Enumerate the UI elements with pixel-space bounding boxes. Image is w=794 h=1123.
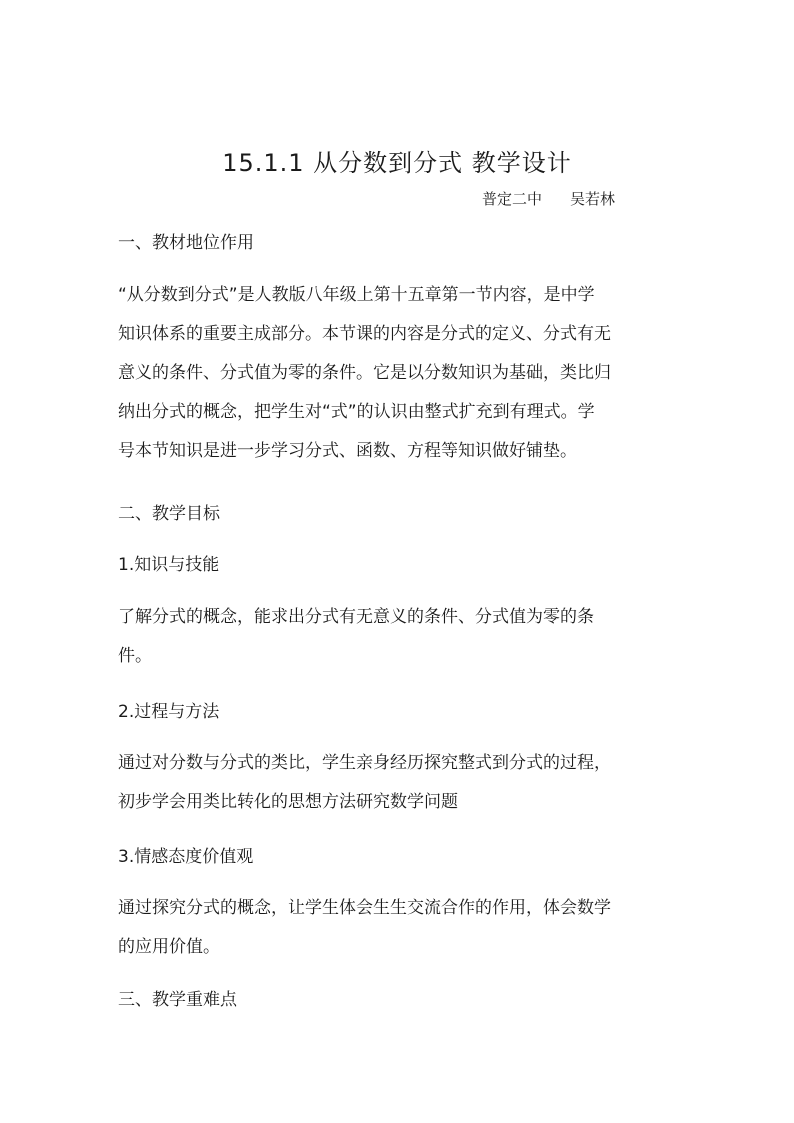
author-line [482,188,615,210]
paragraph-line: 的应用价值。 [118,937,220,957]
paragraph-line: 知识体系的重要主成部分。本节课的内容是分式的定义、分式有无 [118,324,611,344]
paragraph-line: 意义的条件、分式值为零的条件。它是以分数知识为基础，类比归 [118,363,611,383]
page-title: 15.1.1 从分数到分式 教学设计 [222,149,572,177]
subsection-heading-2-3: 3.情感态度价值观 [118,847,254,867]
paragraph-line: 件。 [118,646,152,666]
paragraph-line: 初步学会用类比转化的思想方法研究数学问题 [118,792,458,812]
subsection-heading-2-1: 1.知识与技能 [118,555,220,575]
paragraph-line: 通过探究分式的概念，让学生体会生生交流合作的作用，体会数学 [118,898,611,918]
subsection-heading-2-2: 2.过程与方法 [118,702,220,722]
section-heading-2: 二、教学目标 [118,504,220,524]
section-heading-3: 三、教学重难点 [118,990,237,1010]
paragraph-line: 通过对分数与分式的类比，学生亲身经历探究整式到分式的过程， [118,753,611,773]
paragraph-line: 纳出分式的概念，把学生对“式”的认识由整式扩充到有理式。学 [118,402,595,422]
paragraph-line: 号本节知识是进一步学习分式、函数、方程等知识做好铺垫。 [118,441,577,461]
section-heading-1: 一、教材地位作用 [118,233,254,253]
author-school: 普定二中 [482,190,543,208]
paragraph-line: “从分数到分式”是人教版八年级上第十五章第一节内容，是中学 [118,285,595,305]
author-name: 吴若林 [570,190,616,208]
paragraph-line: 了解分式的概念，能求出分式有无意义的条件、分式值为零的条 [118,607,594,627]
